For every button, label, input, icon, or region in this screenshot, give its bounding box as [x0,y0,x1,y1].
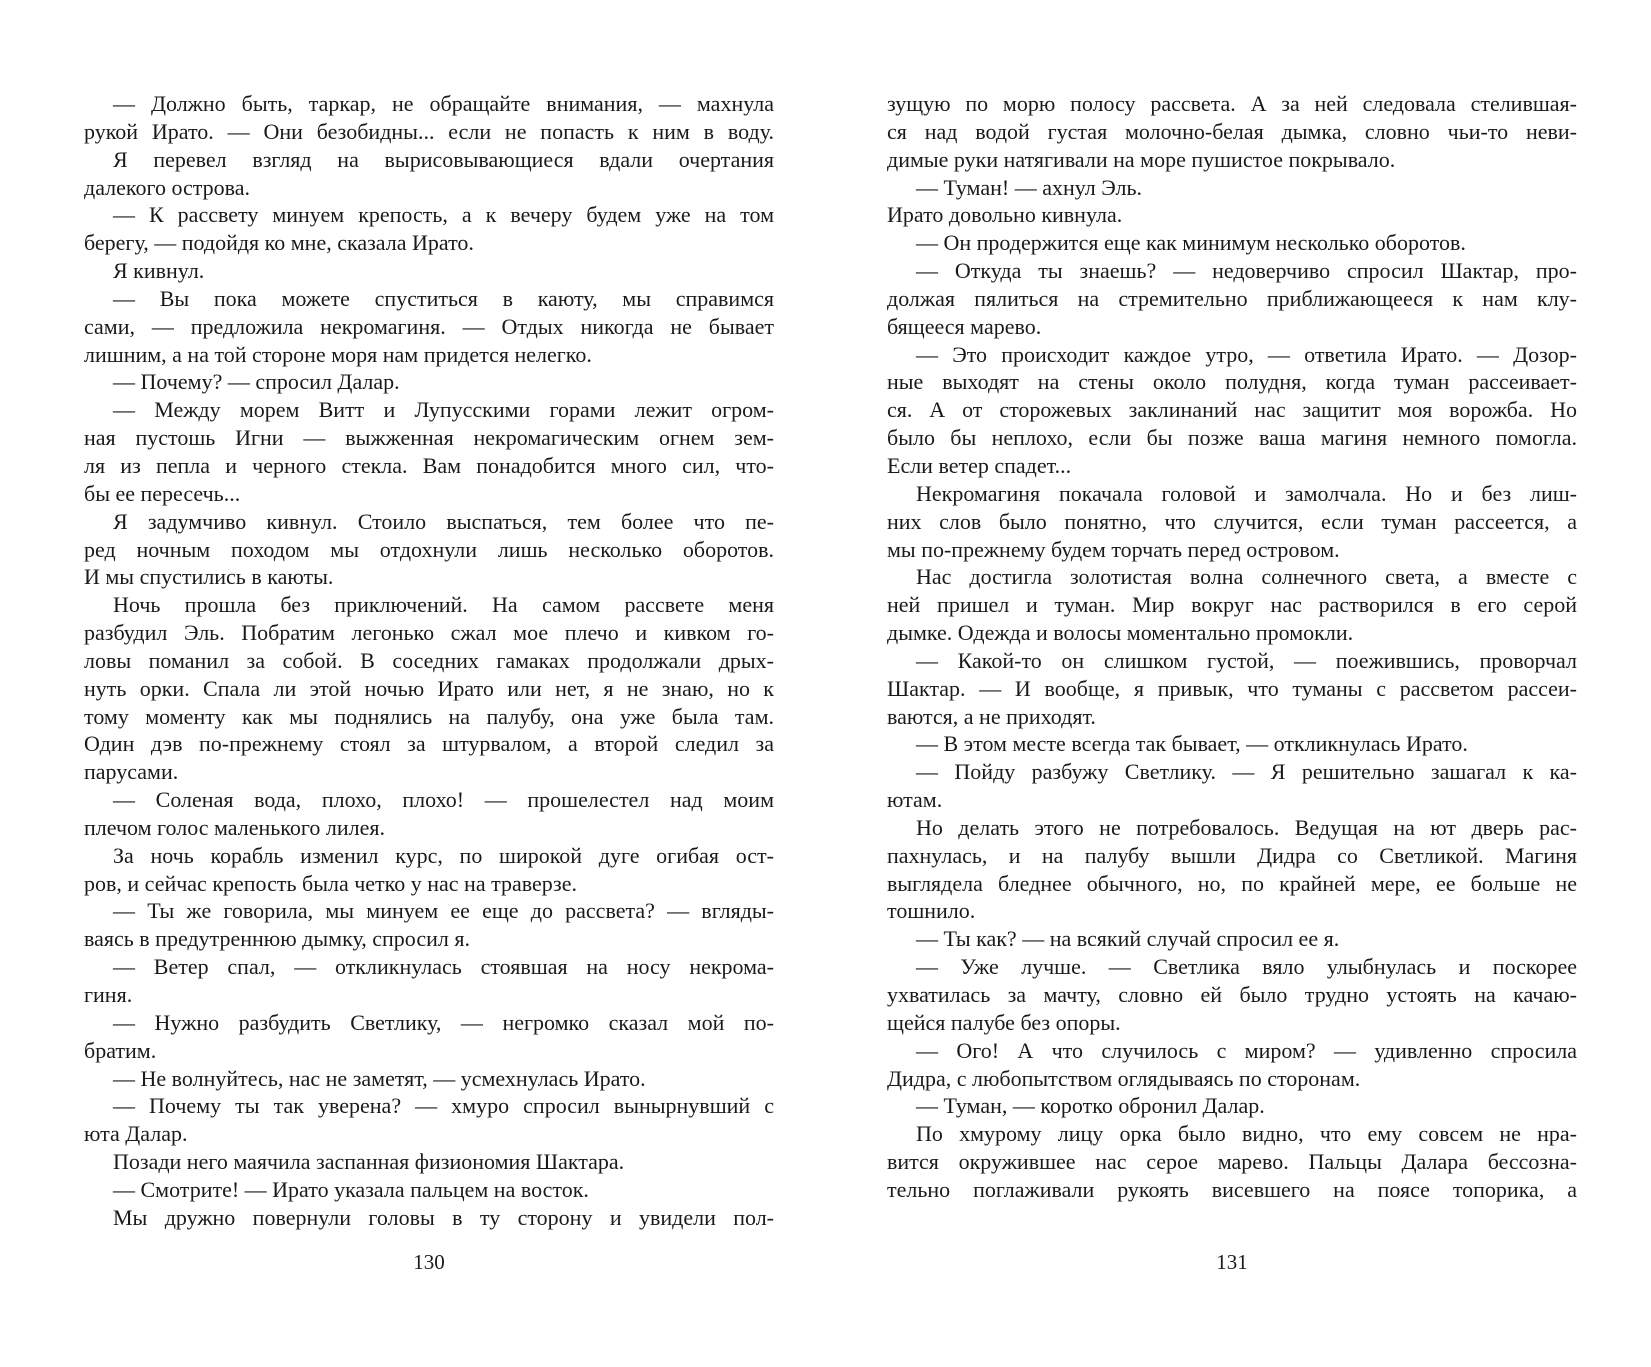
text-line: Я задумчиво кивнул. Стоило выспаться, тем более что пе- [113,508,774,534]
text-line: юта Далар. [84,1121,188,1147]
text-line: дымке. Одежда и волосы моментально промокли. [887,620,1354,646]
text-line: них слов было понятно, что случится, если туман рассеется, а [887,508,1577,534]
text-line: — Ветер спал, — откликнулась стоявшая на носу некрома- [113,954,774,980]
text-line: Дидра, с любопытством оглядываясь по сторонам. [887,1065,1361,1091]
text-line: — Смотрите! — Ирато указала пальцем на восток. [113,1176,589,1202]
text-line: ся над водой густая молочно-белая дымка, словно чьи-то неви- [887,118,1577,144]
text-line: сами, — предложила некромагиня. — Отдых никогда не бывает [84,313,774,339]
text-line: ся. А от сторожевых заклинаний нас защитит моя ворожба. Но [887,397,1577,423]
text-line: — Ого! А что случилось с миром? — удивленно спросила [916,1037,1577,1063]
text-line: — Это происходит каждое утро, — ответила Ирато. — Дозор- [916,341,1577,367]
text-line: — Пойду разбужу Светлику. — Я решительно зашагал к ка- [916,759,1577,785]
text-line: парусами. [84,759,179,785]
text-line: тельно поглаживали рукоять висевшего на поясе топорика, а [887,1176,1577,1202]
text-line: — Должно быть, таркар, не обращайте внимания, — махнула [113,91,774,116]
text-line: тому моменту как мы поднялись на палубу, она уже была там. [84,703,774,729]
text-line: — Ты же говорила, мы минуем ее еще до рассвета? — вгляды- [113,898,774,924]
text-line: — Он продержится еще как минимум несколько оборотов. [916,230,1466,256]
text-line: лишним, а на той стороне моря нам придется нелегко. [84,341,592,367]
text-line: рукой Ирато. — Они безобидны... если не попасть к ним в воду. [84,118,774,144]
text-line: Но делать этого не потребовалось. Ведущая на ют дверь рас- [916,814,1577,840]
text-line: выглядела бледнее обычного, но, по крайней мере, ее больше не [887,870,1577,896]
text-line: Я кивнул. [113,258,205,284]
text-line: — Не волнуйтесь, нас не заметят, — усмехнулась Ирато. [113,1065,646,1091]
text-line: ловы поманил за собой. В соседних гамаках продолжали дрых- [84,647,774,673]
left-page-text [84,90,774,1232]
text-line: димые руки натягивали на море пушистое покрывало. [887,146,1396,172]
page-number-left: 130 [413,1250,445,1274]
text-line: ней пришел и туман. Мир вокруг нас растворился в его серой [887,592,1577,618]
text-line: гиня. [84,982,133,1007]
left-page [84,90,774,1232]
text-line: Я перевел взгляд на вырисовывающиеся вдали очертания [113,146,774,172]
text-line: вится окружившее нас серое марево. Пальцы Далара бессозна- [887,1149,1577,1175]
text-line: берегу, — подойдя ко мне, сказала Ирато. [84,230,474,256]
text-line: — Почему? — спросил Далар. [113,369,400,395]
text-line: И мы спустились в каюты. [84,564,334,590]
text-line: — Откуда ты знаешь? — недоверчиво спросил Шактар, про- [916,258,1577,284]
text-line: По хмурому лицу орка было видно, что ему совсем не нра- [916,1121,1577,1147]
text-line: Один дэв по-прежнему стоял за штурвалом, а второй следил за [84,731,774,757]
text-line: должая пялиться на стремительно приближающееся к нам клу- [887,285,1577,311]
text-line: зущую по морю полосу рассвета. А за ней следовала стелившая- [887,91,1577,116]
text-line: плечом голос маленького лилея. [84,814,385,840]
text-line: бящееся марево. [887,313,1042,339]
page-number-right: 131 [1216,1250,1248,1274]
text-line: — Нужно разбудить Светлику, — негромко сказал мой по- [113,1009,774,1035]
text-line: — Туман, — коротко обронил Далар. [916,1093,1265,1119]
text-line: ля из пепла и черного стекла. Вам понадобится много сил, что- [84,452,774,478]
text-line: ваясь в предутреннюю дымку, спросил я. [84,926,470,952]
right-page [887,90,1577,1204]
text-line: ухватилась за мачту, словно ей было трудно устоять на качаю- [887,982,1577,1007]
text-line: — В этом месте всегда так бывает, — откликнулась Ирато. [916,731,1468,757]
text-line: Позади него маячила заспанная физиономия Шактара. [113,1149,625,1175]
text-line: Если ветер спадет... [887,452,1072,478]
text-line: ваются, а не приходят. [887,703,1096,729]
text-line: мы по-прежнему будем торчать перед островом. [887,536,1340,562]
text-line: — К рассвету минуем крепость, а к вечеру будем уже на том [113,202,774,228]
text-line: Ночь прошла без приключений. На самом рассвете меня [113,592,774,618]
text-line: — Между морем Витт и Лупусскими горами лежит огром- [113,397,774,423]
text-line: — Соленая вода, плохо, плохо! — прошелестел над моим [113,787,774,813]
text-line: Некромагиня покачала головой и замолчала. Но и без лиш- [916,480,1577,506]
text-line: ные выходят на стены около полудня, когда туман рассеивает- [887,369,1577,395]
text-line: Нас достигла золотистая волна солнечного света, а вместе с [916,564,1577,590]
text-line: бы ее пересечь... [84,480,241,506]
text-line: щейся палубе без опоры. [887,1009,1121,1035]
text-line: ная пустошь Игни — выжженная некромагическим огнем зем- [84,425,774,451]
text-line: тошнило. [887,898,976,924]
text-line: За ночь корабль изменил курс, по широкой дуге огибая ост- [113,842,774,868]
text-line: далекого острова. [84,174,250,200]
text-line: было бы неплохо, если бы позже ваша магиня немного помогла. [887,425,1577,451]
text-line: — Туман! — ахнул Эль. [916,174,1142,200]
text-line: — Уже лучше. — Светлика вяло улыбнулась и поскорее [916,954,1577,980]
text-line: — Ты как? — на всякий случай спросил ее я. [916,926,1340,952]
right-page-text [887,90,1577,1204]
text-line: Ирато довольно кивнула. [887,202,1123,228]
text-line: пахнулась, и на палубу вышли Дидра со Светликой. Магиня [887,842,1577,868]
text-line: разбудил Эль. Побратим легонько сжал мое плечо и кивком го- [84,620,774,646]
text-line: нуть орки. Спала ли этой ночью Ирато или нет, я не знаю, но к [84,675,774,701]
text-line: Мы дружно повернули головы в ту сторону и увидели пол- [113,1204,774,1230]
text-line: ютам. [887,787,943,813]
text-line: ров, и сейчас крепость была четко у нас на траверзе. [84,870,577,896]
text-line: Шактар. — И вообще, я привык, что туманы с рассветом рассеи- [887,675,1577,701]
text-line: — Какой-то он слишком густой, — поежившись, проворчал [916,647,1577,673]
text-line: — Вы пока можете спуститься в каюту, мы справимся [113,285,774,311]
text-line: братим. [84,1037,157,1063]
text-line: ред ночным походом мы отдохнули лишь несколько оборотов. [84,536,774,562]
text-line: — Почему ты так уверена? — хмуро спросил вынырнувший с [113,1093,774,1119]
